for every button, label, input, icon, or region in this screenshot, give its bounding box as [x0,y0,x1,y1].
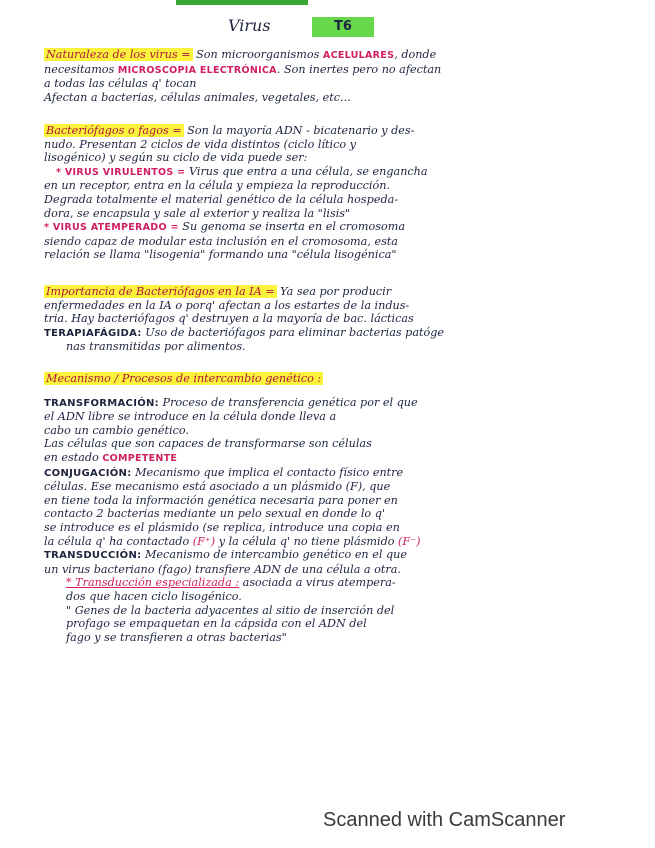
topic-tag: T6 [312,17,374,37]
section-bacteriofagos: Bacteriófagos o fagos = Son la mayoría ADN - bicatenario y des- nudo. Presentan 2 ciclos de vida distintos (ciclo lítico y lisogénico) y según su ciclo de vida puede ser: * VIRUS VIRULENTOS = Virus que entra a una célula, se engancha en un receptor, entra en la célula y empieza la reproducción. Degrada totalmente el material genético de la célula hospeda- dora, se encapsula y sale al exterior y realiza la "lisis" * VIRUS ATEMPERADO = Su genoma se inserta en el cromosoma siendo capaz de modular esta inclusión en el cromosoma, esta relación se llama "lisogenia" formando una "célula lisogénica" [44,124,428,262]
page-title: Virus [228,16,271,35]
section-naturaleza: Naturaleza de los virus = Son microorganismos ACELULARES, donde necesitamos MICROSCOPIA ELECTRÓNICA. Son inertes pero no afectan a todas las células q' tocan Afectan a bacterias, células animales, vegetales, etc... [44,48,442,104]
label-terapia: TERAPIAFÁGIDA: [44,327,142,339]
label-competente: COMPETENTE [102,452,178,464]
heading-bacteriofagos: Bacteriófagos o fagos = [46,124,182,137]
label-transformacion: TRANSFORMACIÓN: [44,397,159,409]
label-transduccion: TRANSDUCCIÓN: [44,550,142,562]
label-virulentos: * VIRUS VIRULENTOS = [56,166,186,178]
label-atemperado: * VIRUS ATEMPERADO = [44,222,179,234]
label-conjugacion: CONJUGACIÓN: [44,467,132,479]
label-transduccion-especializada: * Transducción especializada : [66,576,240,590]
section-mecanismo: Mecanismo / Procesos de intercambio genético : TRANSFORMACIÓN: Proceso de transferencia genética por el que el ADN libre se introduce en la célula donde lleva a cabo un cambio genético. Las células que son capaces de transformarse son células en estado COMPETENTE CONJUGACIÓN: Mecanismo que implica el contacto físico entre células. Ese mecanismo está asociado a un plásmido (F), que en tiene toda la información genética necesaria para poner en contacto 2 bacterias mediante un pelo sexual en donde lo q' se introduce es el plásmido (se replica, introduce una copia en la célula q' ha contactado (F⁺) y la célula q' no tiene plásmido (F⁻) TRANSDUCCIÓN: Mecanismo de intercambio genético en el que un virus bacteriano (fago) transfiere ADN de una célula a otra. * Transducción especializada : asociada a virus atempera- dos que hacen ciclo lisogénico. " Genes de la bacteria adyacentes al sitio de inserción del profago se empaquetan en la cápsida con el ADN del fago y se transfieren a otras bacterias" [44,372,421,644]
heading-naturaleza: Naturaleza de los virus = [46,48,191,61]
top-green-bar [176,0,308,5]
heading-importancia: Importancia de Bacteriófagos en la IA = [46,285,275,298]
heading-mecanismo: Mecanismo / Procesos de intercambio genético : [46,372,322,385]
scanner-watermark: Scanned with CamScanner [323,809,566,831]
section-importancia: Importancia de Bacteriófagos en la IA = Ya sea por producir enfermedades en la IA o porq' afectan a los estartes de la indus- tria. Hay bacteriófagos q' destruyen a la mayoría de bac. lácticas TERAPIAFÁGIDA: Uso de bacteriófagos para eliminar bacterias patóge nas transmitidas por alimentos. [44,285,445,354]
